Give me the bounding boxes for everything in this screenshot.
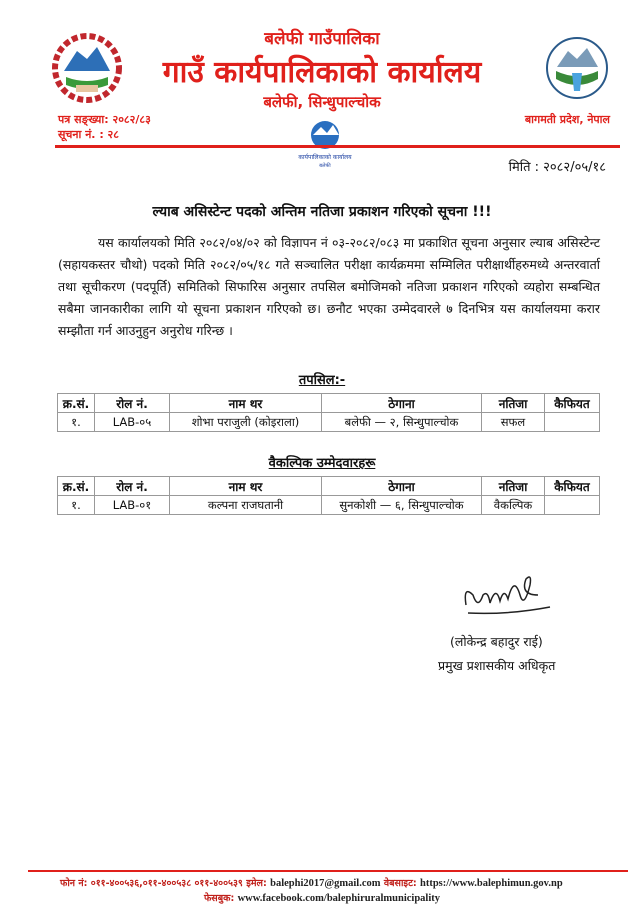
signatory-name: (लोकेन्द्र बहादुर राई) xyxy=(450,634,543,649)
office-seal-icon xyxy=(295,113,355,173)
letter-number: पत्र सङ्ख्या: २०८२/८३ xyxy=(58,113,151,126)
header-divider xyxy=(55,145,620,148)
website-link[interactable]: https://www.balephimun.gov.np xyxy=(419,878,563,889)
col-name: नाम थर xyxy=(170,394,322,413)
col-name: नाम थर xyxy=(170,477,322,496)
col-remarks: कैफियत xyxy=(545,477,600,496)
cell-address: बलेफी — २, सिन्धुपाल्चोक xyxy=(322,413,482,432)
col-result: नतिजा xyxy=(482,394,545,413)
phone-numbers: ०११-४००५३६,०११-४००५३८ ०११-४००५३९ xyxy=(90,878,243,889)
cell-remarks xyxy=(545,496,600,515)
province: बागमती प्रदेश, नेपाल xyxy=(524,113,610,126)
date: मिति : २०८२/०५/१८ xyxy=(508,160,606,175)
col-sn: क्र.सं. xyxy=(58,477,95,496)
col-address: ठेगाना xyxy=(322,394,482,413)
col-result: नतिजा xyxy=(482,477,545,496)
cell-name: शोभा पराजुली (कोइराला) xyxy=(170,413,322,432)
cell-result: वैकल्पिक xyxy=(482,496,545,515)
cell-sn: १. xyxy=(58,496,95,515)
cell-result: सफल xyxy=(482,413,545,432)
table2-heading: वैकल्पिक उम्मेदवारहरू xyxy=(268,456,376,471)
email-link[interactable]: balephi2017@gmail.com xyxy=(270,878,381,889)
notice-body: यस कार्यालयको मिति २०८२/०४/०२ को विज्ञापन नं ०३-२०८२/०८३ मा प्रकाशित सूचना अनुसार ल्याब असिस्टेन्ट (सहायकस्तर चौथो) पदको मिति २०८२/०५/१८ गते सञ्चालित परीक्षा कार्यक्रममा सम्मिलित परीक्षार्थीहरुमध्ये अन्तरवार्ता तथा सूचीकरण (पदपूर्ति) समितिको सिफारिस अनुसार तपसिल बमोजिमको नतिजा प्रकाशन गरिएको व्यहोरा सम्बन्धित सबैमा जानकारीका लागि यो सूचना प्रकाशन गरिएको छ। छनौट भएका उम्मेदवारले ७ दिनभित्र यस कार्यालयमा करार सम्झौता गर्न आउनुहुन अनुरोध गरिन्छ । xyxy=(58,235,600,338)
svg-text:बलेफी: बलेफी xyxy=(319,163,331,169)
results-table xyxy=(57,393,600,432)
signatory-designation: प्रमुख प्रशासकीय अधिकृत xyxy=(438,658,556,673)
facebook-link[interactable]: www.facebook.com/balephiruralmunicipality xyxy=(237,893,441,904)
col-remarks: कैफियत xyxy=(545,394,600,413)
col-sn: क्र.सं. xyxy=(58,394,95,413)
table-header-row xyxy=(58,394,600,413)
table-row xyxy=(58,496,600,515)
footer-divider xyxy=(28,870,628,872)
col-roll: रोल नं. xyxy=(95,394,170,413)
municipality-name: बलेफी गाउँपालिका xyxy=(264,29,380,49)
office-name: गाउँ कार्यपालिकाको कार्यालय xyxy=(162,55,482,90)
notice-number: सूचना नं. : २८ xyxy=(58,128,119,141)
alternate-candidates-table xyxy=(57,476,600,515)
col-address: ठेगाना xyxy=(322,477,482,496)
office-location: बलेफी, सिन्धुपाल्चोक xyxy=(263,93,381,111)
table-row xyxy=(58,413,600,432)
cell-address: सुनकोशी — ६, सिन्धुपाल्चोक xyxy=(322,496,482,515)
signature-icon xyxy=(458,565,558,625)
footer-contact: फोन नं: ०११-४००५३६,०११-४००५३८ ०११-४००५३९ इमेल: balephi2017@gmail.com वेबसाइट: https://www.balephimun.gov.np xyxy=(60,878,563,889)
table-header-row xyxy=(58,477,600,496)
cell-name: कल्पना राजघतानी xyxy=(170,496,322,515)
cell-roll: LAB-०५ xyxy=(95,413,170,432)
cell-sn: १. xyxy=(58,413,95,432)
footer-facebook: फेसबुक: www.facebook.com/balephiruralmunicipality xyxy=(203,893,441,904)
cell-remarks xyxy=(545,413,600,432)
table1-heading: तपसिल:- xyxy=(298,373,346,388)
svg-text:कार्यपालिकाको कार्यालय: कार्यपालिकाको कार्यालय xyxy=(298,154,352,161)
cell-roll: LAB-०१ xyxy=(95,496,170,515)
col-roll: रोल नं. xyxy=(95,477,170,496)
notice-title: ल्याब असिस्टेन्ट पदको अन्तिम नतिजा प्रकाशन गरिएको सूचना !!! xyxy=(152,204,492,220)
